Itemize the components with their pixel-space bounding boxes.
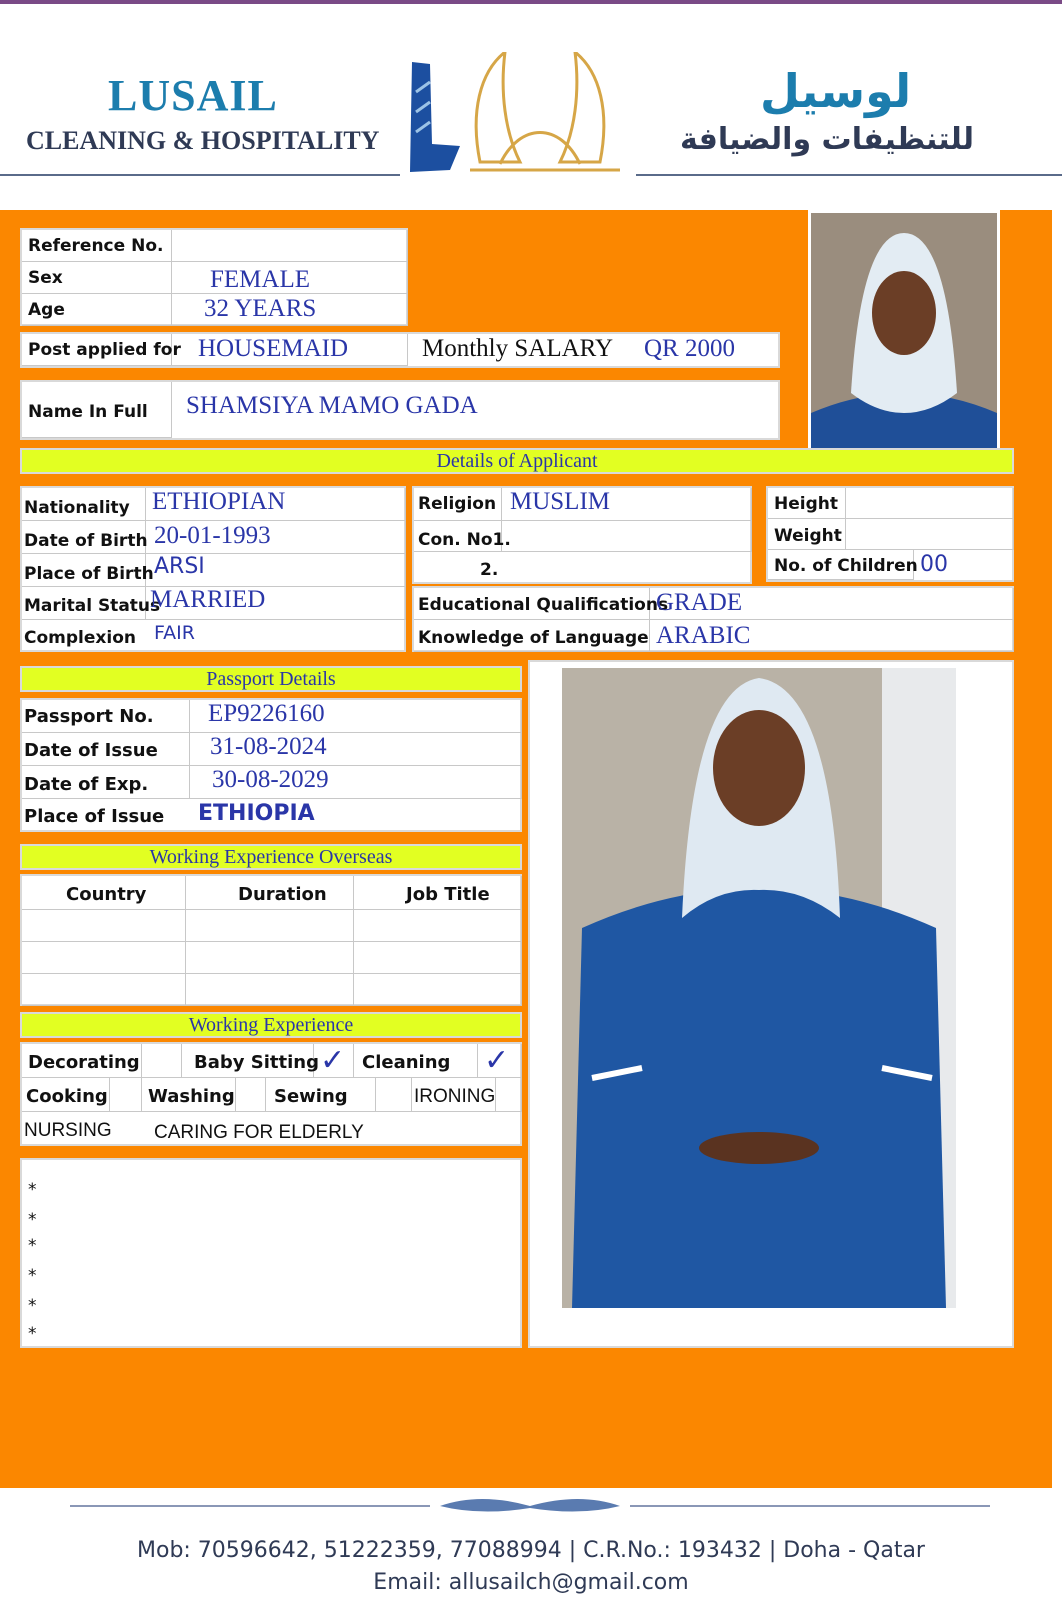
passport-table [20,698,522,832]
applicant-portrait-photo [808,210,1000,452]
cleaning-check-icon: ✓ [484,1043,510,1078]
sex-label: Sex [28,268,63,288]
header-divider-right [636,174,1062,176]
details-banner: Details of Applicant [20,448,1014,474]
post-label: Post applied for [28,340,181,360]
skill-sewing: Sewing [274,1086,348,1107]
baby-sitting-check-icon: ✓ [320,1043,346,1078]
pob-value: ARSI [154,554,205,579]
name-value: SHAMSIYA MAMO GADA [186,392,478,419]
nationality-label: Nationality [24,498,130,518]
notes-box [20,1158,522,1348]
overseas-banner: Working Experience Overseas [20,844,522,870]
top-border [0,0,1062,4]
skill-washing: Washing [148,1086,235,1107]
complexion-value: FAIR [154,622,195,644]
brand-name-english: LUSAIL [108,71,278,120]
expiry-date-label: Date of Exp. [24,774,149,795]
applicant-full-body-photo [562,668,956,1308]
passport-number-value: EP9226160 [208,700,325,727]
height-label: Height [774,494,838,514]
note-bullet: * [28,1236,37,1256]
salary-label: Monthly SALARY [422,335,614,362]
post-salary-row [20,332,780,368]
full-name-row [20,380,780,440]
salary-value: QR 2000 [644,335,735,362]
marital-label: Marital Status [24,596,161,616]
nationality-value: ETHIOPIAN [152,488,286,515]
footer-email: Email: allusailch@gmail.com [373,1570,689,1595]
footer-contact: Mob: 70596642, 51222359, 77088994 | C.R.No.: 193432 | Doha - Qatar [137,1538,925,1563]
complexion-label: Complexion [24,628,136,648]
brand-tagline-english: CLEANING & HOSPITALITY [26,126,380,155]
skill-ironing: IRONING [414,1086,496,1107]
issue-place-label: Place of Issue [24,806,165,827]
column-duration: Duration [238,884,327,905]
passport-banner: Passport Details [20,666,522,692]
skill-nursing: NURSING [24,1120,112,1141]
language-label: Knowledge of Language [418,628,649,648]
brand-tagline-arabic: للتنظيفات والضيافة [680,122,975,157]
weight-label: Weight [774,526,842,546]
dob-label: Date of Birth [24,531,148,551]
column-country: Country [66,884,147,905]
pob-label: Place of Birth [24,564,154,584]
note-bullet: * [28,1296,37,1316]
age-value: 32 YEARS [204,295,317,322]
column-job-title: Job Title [406,884,490,905]
overseas-table [20,874,522,1006]
children-value: 00 [920,552,948,577]
footer-ornament [70,1496,990,1516]
skill-decorating: Decorating [28,1052,140,1073]
children-label: No. of Children [774,556,918,576]
note-bullet: * [28,1324,37,1344]
language-value: ARABIC [656,622,751,649]
reference-sex-age-table [20,228,408,326]
issue-place-value: ETHIOPIA [198,801,315,826]
note-bullet: * [28,1180,37,1200]
note-bullet: * [28,1210,37,1230]
marital-value: MARRIED [150,586,266,613]
religion-label: Religion [418,494,497,514]
passport-number-label: Passport No. [24,706,154,727]
personal-details-table [20,486,406,652]
religion-contact-table [412,486,752,584]
religion-value: MUSLIM [510,488,611,515]
expiry-date-value: 30-08-2029 [212,766,329,793]
reference-label: Reference No. [28,236,164,256]
company-logo [410,52,630,178]
issue-date-value: 31-08-2024 [210,733,327,760]
skill-cleaning: Cleaning [362,1052,451,1073]
contact1-label: Con. No1. [418,530,511,550]
post-value: HOUSEMAID [198,335,348,362]
skill-caring-elderly: CARING FOR ELDERLY [154,1122,364,1143]
contact2-label: 2. [480,560,499,580]
education-value: GRADE [656,589,743,616]
education-language-table [412,586,1014,652]
name-label: Name In Full [28,402,148,422]
height-weight-children-table [766,486,1014,582]
header-divider-left [0,174,400,176]
age-label: Age [28,300,65,320]
issue-date-label: Date of Issue [24,740,158,761]
dob-value: 20-01-1993 [154,522,271,549]
education-label: Educational Qualifications [418,595,669,615]
skill-cooking: Cooking [26,1086,108,1107]
sex-value: FEMALE [210,266,310,293]
experience-table [20,1042,522,1146]
experience-banner: Working Experience [20,1012,522,1038]
brand-name-arabic: لوسيل [760,64,912,118]
skill-baby-sitting: Baby Sitting [194,1052,319,1073]
note-bullet: * [28,1266,37,1286]
